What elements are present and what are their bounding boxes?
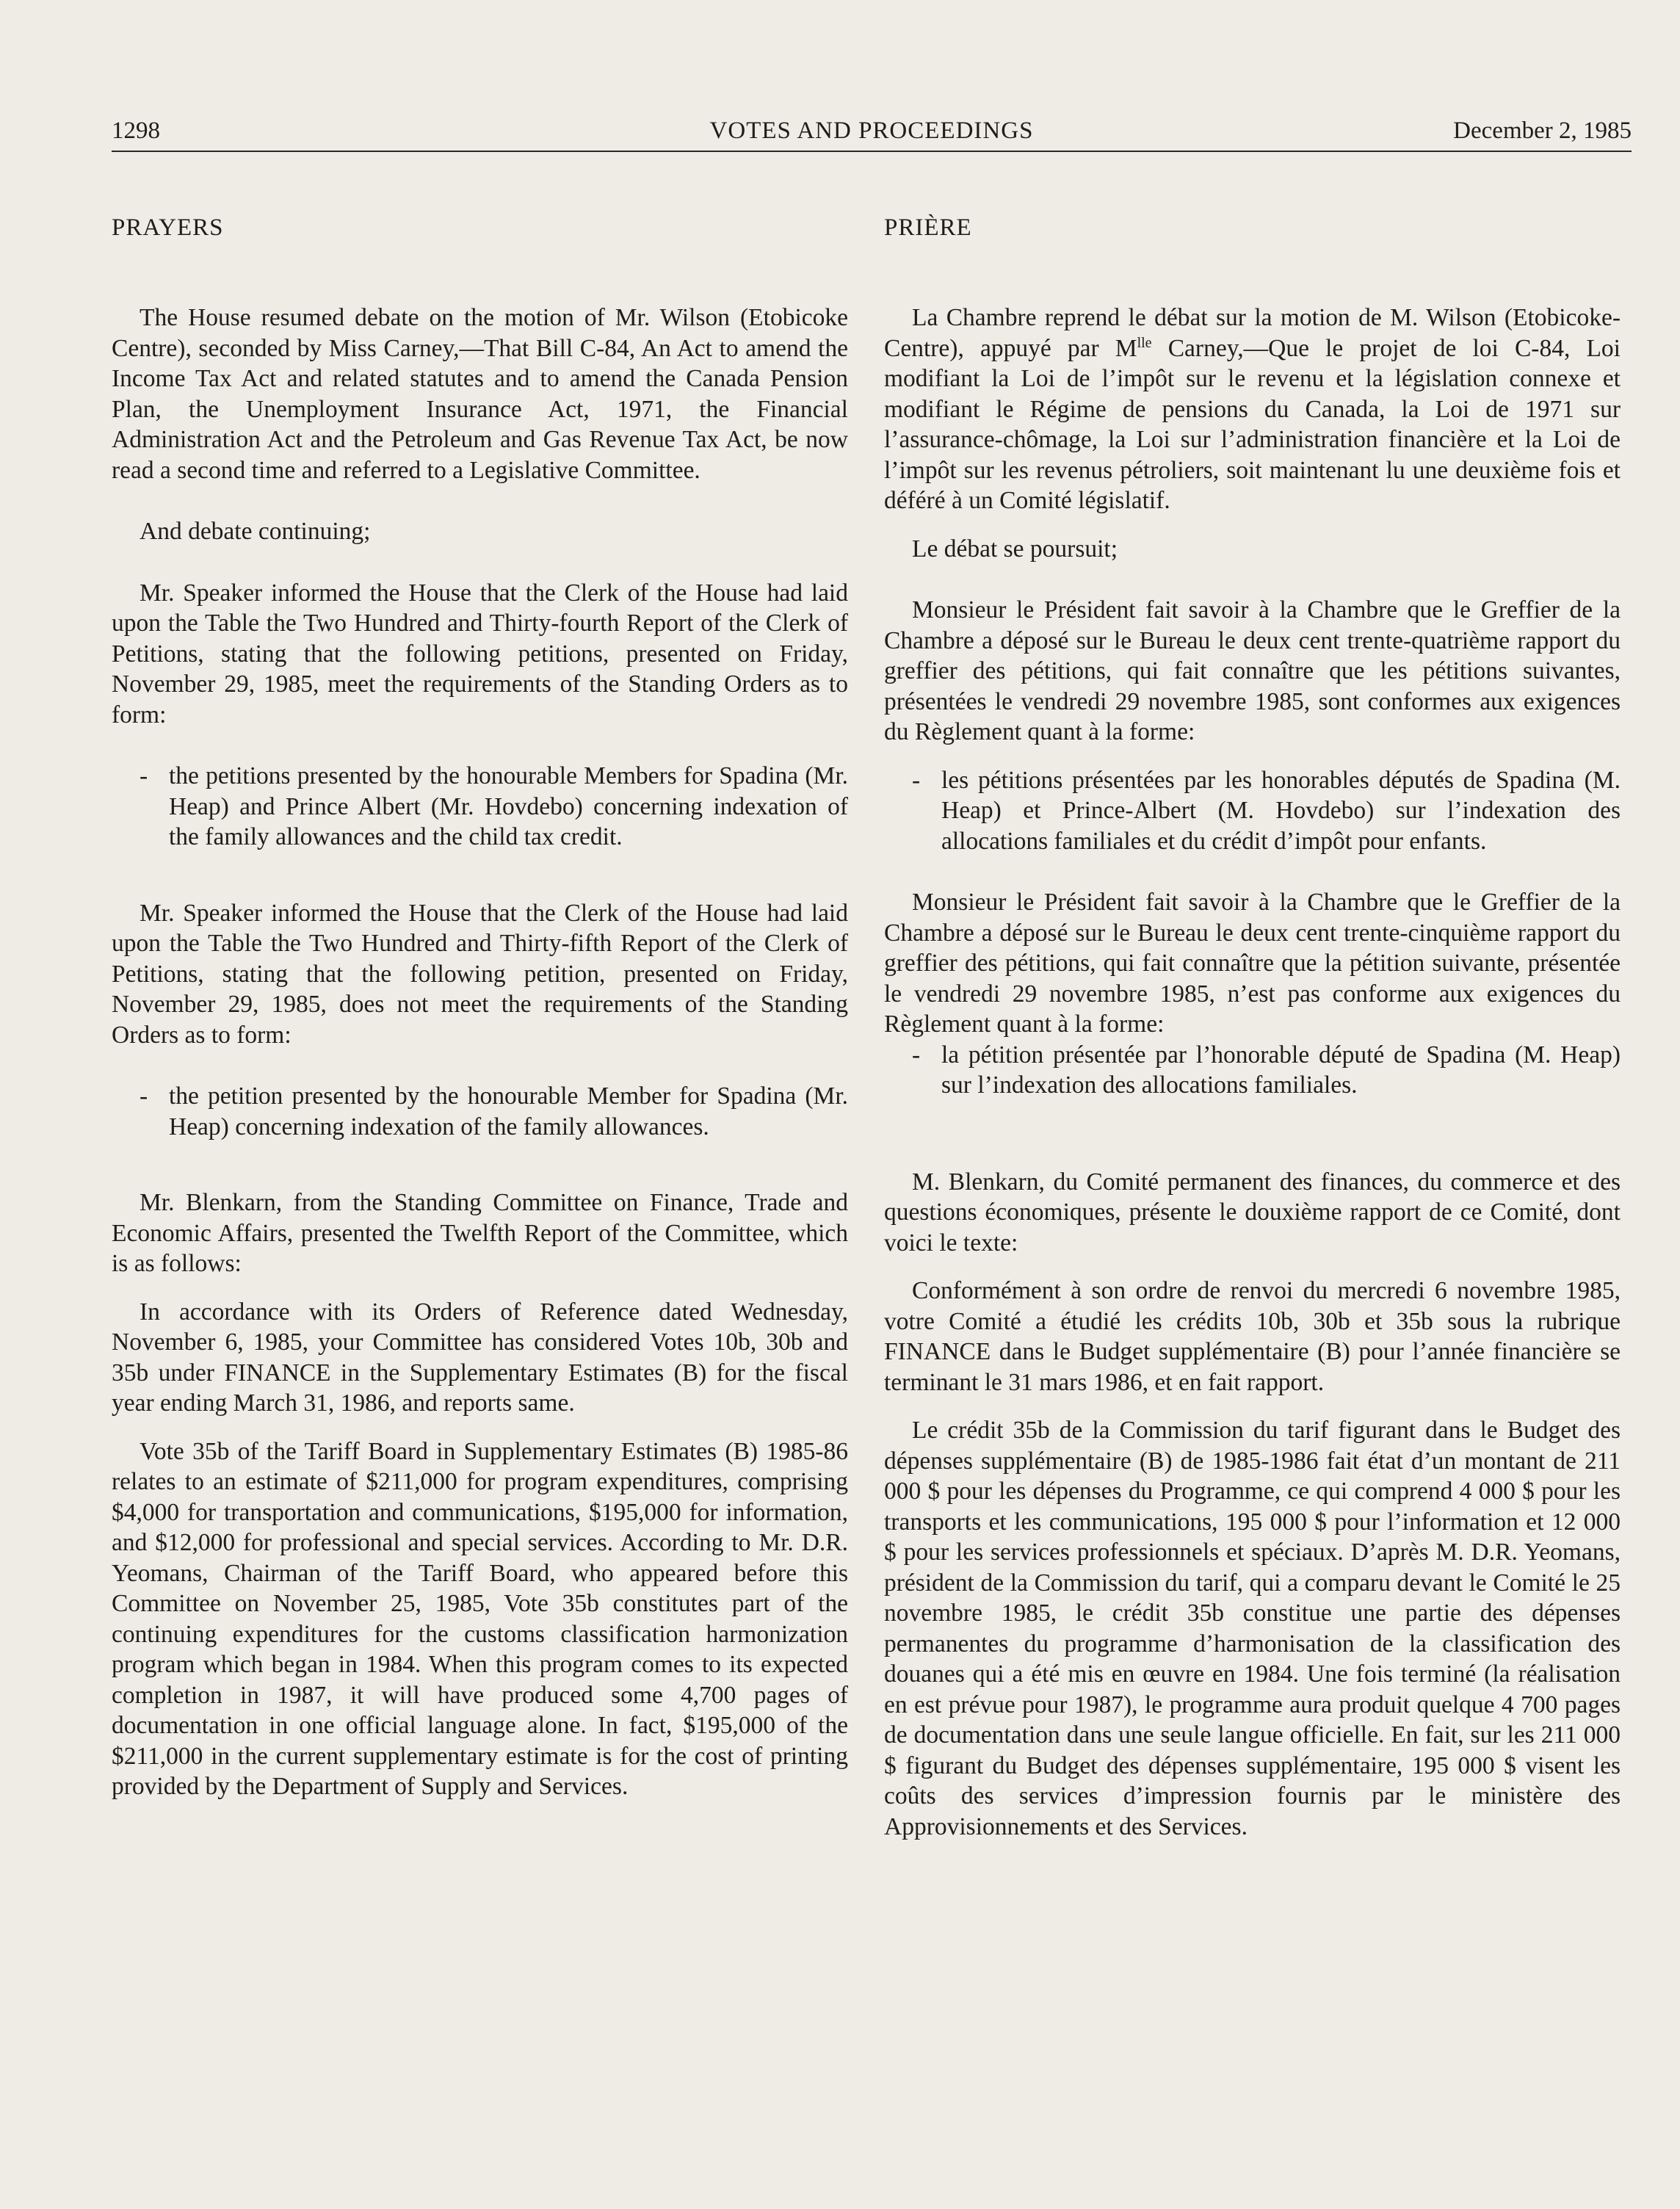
petition-item [112, 761, 848, 853]
vote-35b-paragraph: Le crédit 35b de la Commission du tarif figurant dans le Budget des dépenses supplémentaire (B) de 1985-1986 fait état d’un montant de 211 000 $ pour les dépenses du Programme, ce qui comprend 4 000 $ pour les transports et les communications, 195 000 $ pour l’information et 12 000 $ pour les services professionnels et spéciaux. D’après M. D.R. Yeomans, président de la Commission du tarif, qui a comparu devant le Comité le 25 novembre 1985, le crédit 35b constitue une partie des dépenses permanentes du programme d’harmonisation de la classification des douanes qui a été mis en œuvre en 1984. Une fois terminé (la réalisation en est prévue pour 1987), le programme aura produit quelque 4 700 pages de documentation dans une seule langue officielle. En fait, sur les 211 000 $ figurant du Budget des dépenses supplémentaire, 195 000 $ visent les coûts des services d’impression fournis par le ministère des Approvisionnements et des Services. [884, 1417, 1621, 1840]
orders-of-reference: Conformément à son ordre de renvoi du mercredi 6 novembre 1985, votre Comité a étudié les crédits 10b, 30b et 35b sous la rubrique FINANCE dans le Budget supplémentaire (B) pour l’année financière se terminant le 31 mars 1986, et en fait rapport. [884, 1277, 1621, 1396]
petition-item-text: les pétitions présentées par les honorables députés de Spadina (M. Heap) et Prince-Albert (M. Hovdebo) sur l’indexation des allocations familiales et du crédit d’impôt pour enfants. [941, 766, 1621, 855]
committee-report-intro: M. Blenkarn, du Comité permanent des finances, du commerce et des questions économiques, présente le douxième rapport de ce Comité, dont voici le texte: [884, 1168, 1621, 1257]
debate-continuing: Le débat se poursuit; [912, 535, 1118, 563]
petition-item [884, 1040, 1621, 1101]
petitions-report-234: Mr. Speaker informed the House that the Clerk of the House had laid upon the Table the Two Hundred and Thirty-fourth Report of the Clerk of Petitions, stating that the following petitions, presented on Friday, November 29, 1985, meet the requirements of the Standing Orders as to form: [112, 579, 848, 728]
petitions-report-235: Mr. Speaker informed the House that the Clerk of the House had laid upon the Table the Two Hundred and Thirty-fifth Report of the Clerk of Petitions, stating that the following petition, presented on Friday, November 29, 1985, does not meet the requirements of the Standing Orders as to form: [112, 899, 848, 1049]
motion-text-end: Carney,—Que le projet de loi C-84, Loi modifiant la Loi de l’impôt sur le revenu et la législation connexe et modifiant le Régime de pensions du Canada, la Loi de 1971 sur l’assurance-chômage, la Loi sur l’administration financière et la Loi de l’impôt sur les revenus pétroliers, soit maintenant lu une deuxième fois et déféré à un Comité législatif. [884, 334, 1621, 514]
petition-item [884, 765, 1621, 857]
page-number: 1298 [112, 118, 160, 144]
dash-marker: - [912, 1041, 921, 1069]
motion-text-start: La Chambre reprend le débat sur la motion de M. Wilson (Etobicoke-Centre), appuyé par M [884, 304, 1621, 362]
section-heading-priere: PRIÈRE [884, 214, 972, 241]
petition-item-text: la pétition présentée par l’honorable député de Spadina (M. Heap) sur l’indexation des allocations familiales. [941, 1041, 1621, 1099]
petition-item-text: the petition presented by the honourable Member for Spadina (Mr. Heap) concerning indexation of the family allowances. [169, 1082, 848, 1140]
dash-marker: - [140, 762, 148, 789]
title-abbrev-superscript: lle [1137, 334, 1152, 351]
petitions-report-234: Monsieur le Président fait savoir à la Chambre que le Greffier de la Chambre a déposé sur le Bureau le deux cent trente-quatrième rapport du greffier des pétitions, qui fait connaître que les pétitions suivantes, présentées le vendredi 29 novembre 1985, sont conformes aux exigences du Règlement quant à la forme: [884, 596, 1621, 745]
committee-report-intro: Mr. Blenkarn, from the Standing Committee on Finance, Trade and Economic Affairs, presented the Twelfth Report of the Committee, which is as follows: [112, 1189, 848, 1277]
dash-marker: - [140, 1082, 148, 1110]
english-column [112, 213, 848, 1802]
petition-item-text: the petitions presented by the honourable Members for Spadina (Mr. Heap) and Prince Albert (Mr. Hovdebo) concerning indexation of the family allowances and the child tax credit. [169, 762, 848, 850]
orders-of-reference: In accordance with its Orders of Reference dated Wednesday, November 6, 1985, your Committee has considered Votes 10b, 30b and 35b under FINANCE in the Supplementary Estimates (B) for the fiscal year ending March 31, 1986, and reports same. [112, 1298, 848, 1417]
motion-paragraph: The House resumed debate on the motion of Mr. Wilson (Etobicoke Centre), seconded by Miss Carney,—That Bill C-84, An Act to amend the Income Tax Act and related statutes and to amend the Canada Pension Plan, the Unemployment Insurance Act, 1971, the Financial Administration Act and the Petroleum and Gas Revenue Tax Act, be now read a second time and referred to a Legislative Committee. [112, 304, 848, 484]
french-column [884, 213, 1621, 1842]
vote-35b-paragraph: Vote 35b of the Tariff Board in Supplementary Estimates (B) 1985-86 relates to an estimate of $211,000 for program expenditures, comprising $4,000 for transportation and communications, $195,000 for information, and $12,000 for professional and special services. According to Mr. D.R. Yeomans, Chairman of the Tariff Board, who appeared before this Committee on November 25, 1985, Vote 35b constitutes part of the continuing expenditures for the customs classification harmonization program which began in 1984. When this program comes to its expected completion in 1987, it will have produced some 4,700 pages of documentation in one official language alone. In fact, $195,000 of the $211,000 in the current supplementary estimate is for the cost of printing provided by the Department of Supply and Services. [112, 1437, 848, 1800]
motion-paragraph [884, 303, 1621, 516]
header-rule [112, 151, 1632, 152]
petitions-report-235: Monsieur le Président fait savoir à la Chambre que le Greffier de la Chambre a déposé sur le Bureau le deux cent trente-cinquième rapport du greffier des pétitions, qui fait connaître que la pétition suivante, présentée le vendredi 29 novembre 1985, n’est pas conforme aux exigences du Règlement quant à la forme: [884, 889, 1621, 1038]
header-date: December 2, 1985 [1453, 118, 1632, 144]
petition-item [112, 1081, 848, 1142]
section-heading-prayers: PRAYERS [112, 214, 224, 241]
debate-continuing: And debate continuing; [140, 518, 371, 545]
page-header [112, 118, 1632, 150]
running-title: VOTES AND PROCEEDINGS [709, 118, 1034, 144]
dash-marker: - [912, 766, 921, 794]
